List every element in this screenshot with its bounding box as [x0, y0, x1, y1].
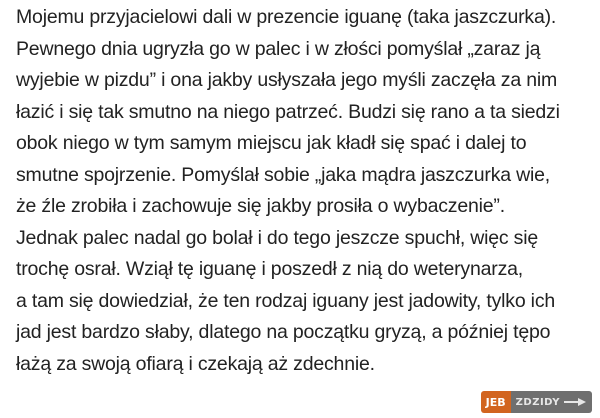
text-line-5: obok niego w tym samym miejscu jak kładł się spać i dalej to: [16, 132, 527, 154]
text-line-10: a tam się dowiedział, że ten rodzaj iguany jest jadowity, tylko ich: [16, 289, 556, 312]
watermark-right: [511, 391, 592, 413]
text-line-1: Mojemu przyjacielowi dali w prezencie iguanę (taka jaszczurka).: [16, 6, 557, 28]
text-line-2: Pewnego dnia ugryzła go w palec i w złości pomyślał „zaraz ją: [16, 37, 541, 60]
text-line-7: że źle zrobiła i zachowuje się jakby prosiła o wybaczenie”.: [16, 195, 505, 217]
text-line-3: wyjebie w pizdu” i ona jakby usłyszała jego myśli zaczęła za nim: [16, 69, 558, 91]
watermark-right-text: ZDZIDY: [515, 396, 560, 408]
spear-icon: [564, 397, 586, 407]
text-line-9: trochę osrał. Wziął tę iguanę i poszedł z nią do weterynarza,: [16, 258, 523, 280]
post-text: [16, 2, 596, 380]
watermark-left-text: JEB: [481, 391, 511, 413]
text-line-6: smutne spojrzenie. Pomyślał sobie „jaka mądra jaszczurka wie,: [16, 163, 551, 186]
text-line-11: jad jest bardzo słaby, dlatego na początku gryzą, a później tępo: [16, 321, 551, 343]
text-line-12: łażą za swoją ofiarą i czekają aż zdechnie.: [16, 352, 375, 375]
watermark-logo: [481, 391, 592, 413]
text-line-4: łazić i się tak smutno na niego patrzeć. Budzi się rano a ta siedzi: [16, 100, 560, 123]
text-line-8: Jednak palec nadal go bolał i do tego jeszcze spuchł, więc się: [16, 226, 539, 249]
